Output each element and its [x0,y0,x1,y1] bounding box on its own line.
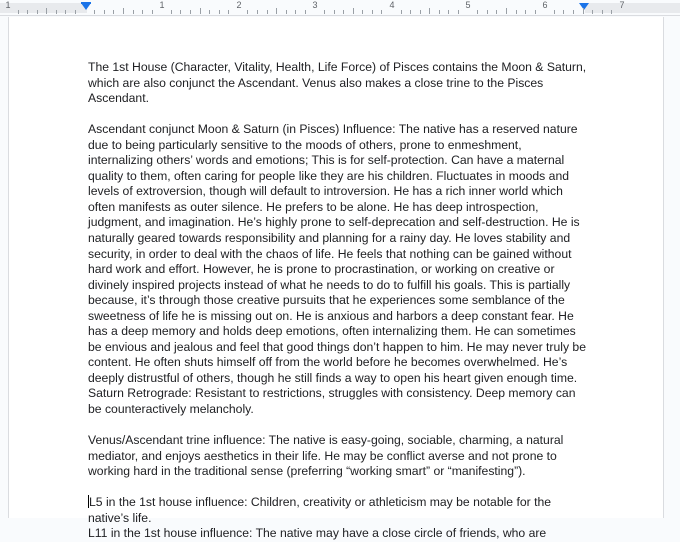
ruler-tick [372,10,373,14]
paragraph[interactable]: L11 in the 1st house influence: The native may have a close circle of friends, who are [88,526,547,541]
ruler-tick [180,10,181,14]
ruler-tick [65,10,66,14]
ruler-tick [75,10,76,14]
ruler-tick [506,8,507,14]
ruler-tick [525,10,526,14]
horizontal-ruler[interactable] [0,0,680,16]
right-indent-marker[interactable] [579,3,589,10]
ruler-tick [46,8,47,14]
document-page[interactable] [8,17,664,541]
ruler-tick [18,10,19,14]
ruler-tick [286,10,287,14]
ruler-tick [420,10,421,14]
paragraph[interactable]: Ascendant conjunct Moon & Saturn (in Pisces) Influence: The native has a reserved nature due to being particularly sensitive to the moods of others, prone to enmeshment, internalizing others’ words and emotions; This is for self-protection. Can have a maternal quality to them, often caring for people like they are his children. Fluctuates in moods and levels of extroversion, though will default to introversion. He has a rich inner world which often manifests as outer silence. He prefers to be alone. He has deep introspection, judgment, and imagination. He’s highly prone to self-deprecation and self-destruction. He is naturally geared towards responsibility and planning for a rainy day. He loves stability and security, in order to deal with the chaos of life. He feels that nothing can be gained without hard work and effort. However, he is prone to procrastination, or working on creative or divinely inspired projects instead of what he needs to do to fulfill his goals. This is partially because, it’s through those creative pursuits that he experiences some semblance of the sweetness of life he is missing out on. He is anxious and harbors a deep constant fear. He has a deep memory and holds deep emotions, often internalizing them. He can sometimes be envious and jealous and feel that good things don’t happen to him. He may never truly be content. He often shuts himself off from the world before he becomes overwhelmed. He’s deeply distrustful of others, though he still finds a way to open his heart given enough time. Saturn Retrograde: Resistant to restrictions, struggles with consistency. Deep memory can be counteractively melancholy. [88,122,590,417]
ruler-tick [209,10,210,14]
ruler-tick [171,10,172,14]
paragraph[interactable]: The 1st House (Character, Vitality, Health, Life Force) of Pisces contains the Moon & Saturn, which are also conjunct the Ascendant. Venus also makes a close trine to the Pisces Ascendant. [88,60,590,106]
ruler-tick [583,8,584,14]
ruler-tick [152,10,153,14]
left-indent-marker[interactable] [81,3,91,10]
ruler-tick [429,8,430,14]
ruler-left-margin[interactable] [0,3,87,13]
document-body[interactable] [88,60,588,542]
paragraph-with-cursor[interactable] [88,495,588,526]
ruler-tick [305,10,306,14]
ruler-track [0,0,680,16]
ruler-tick [439,10,440,14]
ruler-tick [602,10,603,14]
ruler-tick [219,10,220,14]
ruler-tick [267,10,268,14]
ruler-tick [247,10,248,14]
ruler-tick [133,10,134,14]
right-gutter [664,17,680,518]
ruler-tick [477,10,478,14]
ruler-tick [592,10,593,14]
ruler-tick [401,10,402,14]
ruler-tick [410,10,411,14]
ruler-tick [113,10,114,14]
ruler-tick [343,10,344,14]
ruler-tick [276,8,277,14]
ruler-number: 1 [5,0,11,10]
ruler-tick [142,10,143,14]
ruler-tick [554,10,555,14]
ruler-tick [353,8,354,14]
ruler-number: 1 [159,0,165,10]
ruler-number: 4 [389,0,395,10]
ruler-tick [496,10,497,14]
ruler-tick [37,10,38,14]
ruler-number: 6 [542,0,548,10]
ruler-tick [334,10,335,14]
ruler-tick [27,10,28,14]
ruler-tick [516,10,517,14]
ruler-tick [487,10,488,14]
ruler-tick [362,10,363,14]
ruler-tick [257,10,258,14]
ruler-tick [94,10,95,14]
ruler-tick [190,10,191,14]
ruler-tick [228,10,229,14]
ruler-tick [611,10,612,14]
ruler-tick [563,10,564,14]
ruler-number: 7 [619,0,625,10]
ruler-tick [295,10,296,14]
paragraph-text: L5 in the 1st house influence: Children, creativity or athleticism may be notable for the native’s life. [88,495,555,525]
ruler-right-margin[interactable] [585,3,680,13]
ruler-tick [448,10,449,14]
ruler-tick [56,10,57,14]
ruler-tick [123,8,124,14]
ruler-tick [324,10,325,14]
ruler-tick [573,10,574,14]
ruler-tick [458,10,459,14]
ruler-tick [535,10,536,14]
ruler-number: 5 [465,0,471,10]
ruler-tick [381,10,382,14]
ruler-number: 3 [312,0,318,10]
paragraph[interactable]: Venus/Ascendant trine influence: The native is easy-going, sociable, charming, a natural mediator, and enjoys aesthetics in their life. He may be conflict averse and not prone to working hard in the traditional sense (preferring “working smart” or “manifesting”). [88,433,567,479]
ruler-tick [200,8,201,14]
ruler-number: 2 [236,0,242,10]
ruler-tick [104,10,105,14]
